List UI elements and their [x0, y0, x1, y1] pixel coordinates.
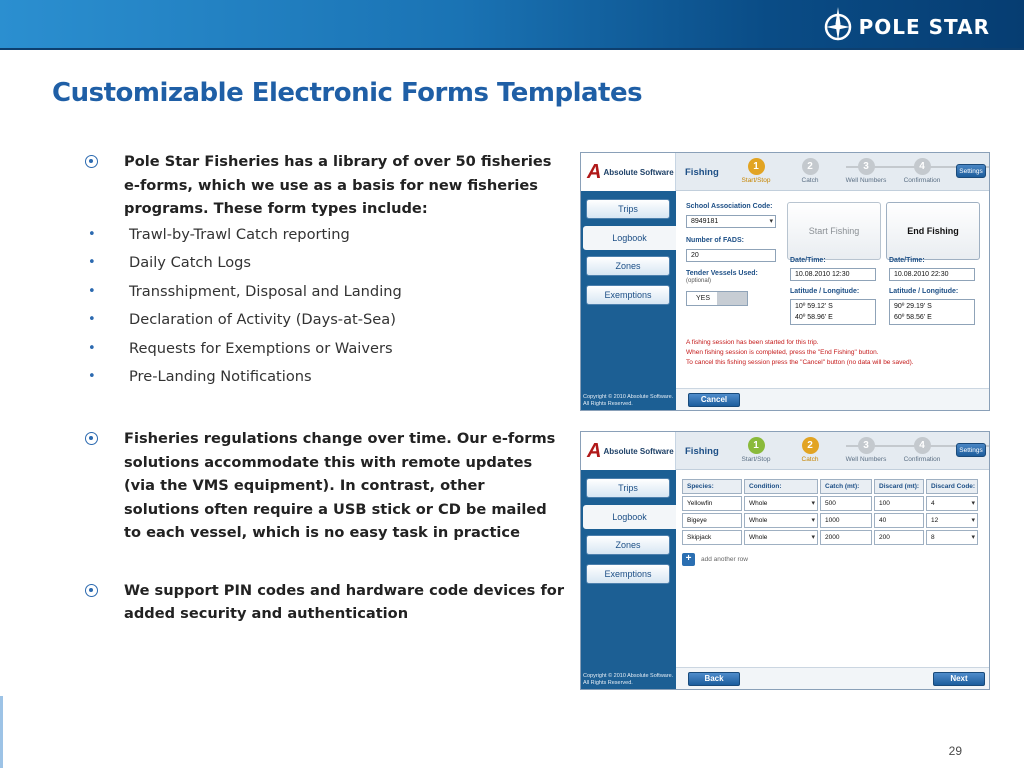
species-cell: Skipjack	[682, 530, 742, 545]
start-latlon-input[interactable]: 10º 59.12' S 40º 58.96' E	[790, 299, 876, 325]
bullet-content	[84, 150, 564, 626]
app-header	[676, 153, 989, 191]
dot-bullet-icon: •	[88, 369, 96, 385]
screenshot-start-stop	[580, 152, 990, 411]
step-start-stop[interactable]: 1 Start/Stop	[726, 158, 786, 184]
bullet-3	[84, 579, 564, 626]
app-footer	[676, 388, 989, 410]
species-cell: Yellowfin	[682, 496, 742, 511]
vendor-name: Absolute Software	[603, 167, 674, 177]
chevron-down-icon: ▾	[769, 218, 773, 225]
end-latlon-label: Latitude / Longitude:	[889, 288, 959, 295]
back-button[interactable]: Back	[688, 672, 740, 686]
bullet-1-text: Pole Star Fisheries has a library of over 50 fisheries e-forms, which we use as a basis for new fisheries programs. These form types include:	[124, 153, 552, 217]
slide-title: Customizable Electronic Forms Templates	[52, 78, 643, 108]
dot-bullet-icon: •	[88, 283, 96, 299]
app-main	[676, 153, 989, 410]
column-header: Species:	[682, 479, 742, 494]
discard-input[interactable]: 40	[874, 513, 924, 528]
cancel-button[interactable]: Cancel	[688, 393, 740, 407]
step-confirmation[interactable]: 4 Confirmation	[892, 158, 952, 184]
dot-bullet-icon: •	[88, 340, 96, 356]
circle-bullet-icon	[85, 584, 98, 597]
chevron-down-icon: ▾	[811, 534, 815, 541]
header-bar	[0, 0, 1024, 50]
chevron-down-icon: ▾	[811, 517, 815, 524]
column-header: Catch (mt):	[820, 479, 872, 494]
chevron-down-icon: ▾	[811, 500, 815, 507]
add-row-label: add another row	[701, 556, 748, 563]
bullet-1	[84, 150, 564, 221]
fads-input[interactable]: 20	[686, 249, 776, 262]
start-date-input[interactable]: 10.08.2010 12:30	[790, 268, 876, 281]
table-row	[682, 496, 984, 513]
discard-code-select[interactable]: 8 ▾	[926, 530, 978, 545]
copyright: Copyright © 2010 Absolute Software. All Rights Reserved.	[583, 673, 674, 686]
end-date-input[interactable]: 10.08.2010 22:30	[889, 268, 975, 281]
list-item	[84, 306, 564, 335]
decorative-line	[0, 696, 3, 768]
step-well-numbers[interactable]: 3 Well Numbers	[836, 158, 896, 184]
catch-input[interactable]: 500	[820, 496, 872, 511]
end-date-label: Date/Time:	[889, 257, 925, 264]
tender-label: Tender Vessels Used: (optional)	[686, 270, 758, 284]
next-button[interactable]: Next	[933, 672, 985, 686]
table-header-row	[682, 479, 984, 496]
nav-logbook[interactable]: Logbook	[583, 505, 676, 529]
list-item	[84, 249, 564, 278]
list-item	[84, 278, 564, 307]
step-catch[interactable]: 2 Catch	[780, 158, 840, 184]
app-footer	[676, 667, 989, 689]
list-item	[84, 363, 564, 392]
column-header: Discard Code:	[926, 479, 978, 494]
compass-star-icon	[823, 5, 855, 43]
chevron-down-icon: ▾	[971, 517, 975, 524]
nav-logbook[interactable]: Logbook	[583, 226, 676, 250]
status-message: A fishing session has been started for this trip. When fishing session is completed, press the "End Fishing" button. To cancel this fishing session press the "Cancel" button (no data will be saved).	[686, 339, 914, 366]
list-item-text: Requests for Exemptions or Waivers	[129, 339, 393, 357]
list-item	[84, 221, 564, 250]
end-latlon-input[interactable]: 90º 29.19' S 60º 58.56' E	[889, 299, 975, 325]
nav-exemptions[interactable]: Exemptions	[586, 285, 670, 305]
app-main	[676, 432, 989, 689]
bullet-2	[84, 427, 564, 545]
nav-trips[interactable]: Trips	[586, 199, 670, 219]
bullet-2-text: Fisheries regulations change over time. Our e-forms solutions accommodate this with remote updates (via the VMS equipment). In contrast, other solutions often require a USB stick or CD be mailed to each vessel, which is no easy task in practice	[124, 430, 556, 542]
list-item-text: Transshipment, Disposal and Landing	[129, 282, 402, 300]
tender-toggle[interactable]: YES	[686, 291, 748, 306]
section-title: Fishing	[685, 167, 719, 178]
vendor-logo-icon: A	[587, 160, 602, 183]
nav-exemptions[interactable]: Exemptions	[586, 564, 670, 584]
nav-zones[interactable]: Zones	[586, 535, 670, 555]
dot-bullet-icon: •	[88, 255, 96, 271]
page-number: 29	[948, 744, 962, 758]
copyright: Copyright © 2010 Absolute Software. All Rights Reserved.	[583, 394, 674, 407]
vendor-logo-icon: A	[587, 439, 602, 462]
list-item-text: Pre-Landing Notifications	[129, 368, 312, 386]
table-row	[682, 513, 984, 530]
add-row-control[interactable]	[682, 553, 748, 566]
end-fishing-button[interactable]: End Fishing	[886, 202, 980, 260]
start-latlon-label: Latitude / Longitude:	[790, 288, 860, 295]
chevron-down-icon: ▾	[971, 534, 975, 541]
list-item	[84, 335, 564, 364]
condition-select[interactable]: Whole ▾	[744, 530, 818, 545]
column-header: Discard (mt):	[874, 479, 924, 494]
species-cell: Bigeye	[682, 513, 742, 528]
nav-trips[interactable]: Trips	[586, 478, 670, 498]
settings-button[interactable]: Settings	[956, 443, 986, 457]
nav-zones[interactable]: Zones	[586, 256, 670, 276]
discard-input[interactable]: 200	[874, 530, 924, 545]
start-fishing-button[interactable]: Start Fishing	[787, 202, 881, 260]
dot-bullet-icon: •	[88, 226, 96, 242]
catch-input[interactable]: 1000	[820, 513, 872, 528]
step-well-numbers[interactable]: 3 Well Numbers	[836, 437, 896, 463]
start-date-label: Date/Time:	[790, 257, 826, 264]
step-start-stop[interactable]: 1 Start/Stop	[726, 437, 786, 463]
brand-name: POLE STAR	[858, 15, 990, 39]
dot-bullet-icon: •	[88, 312, 96, 328]
list-item-text: Declaration of Activity (Days-at-Sea)	[129, 311, 396, 329]
form-types-list	[84, 221, 564, 393]
discard-code-select[interactable]: 4 ▾	[926, 496, 978, 511]
vendor-logo	[581, 153, 676, 191]
circle-bullet-icon	[85, 155, 98, 168]
school-code-select[interactable]: 8949181 ▾	[686, 215, 776, 228]
catch-table	[682, 479, 984, 547]
chevron-down-icon: ▾	[971, 500, 975, 507]
settings-button[interactable]: Settings	[956, 164, 986, 178]
column-header: Condition:	[744, 479, 818, 494]
condition-select[interactable]: Whole ▾	[744, 513, 818, 528]
list-item-text: Trawl-by-Trawl Catch reporting	[129, 225, 350, 243]
step-confirmation[interactable]: 4 Confirmation	[892, 437, 952, 463]
school-code-label: School Association Code:	[686, 203, 773, 210]
step-catch[interactable]: 2 Catch	[780, 437, 840, 463]
vendor-name: Absolute Software	[603, 446, 674, 456]
circle-bullet-icon	[85, 432, 98, 445]
bullet-3-text: We support PIN codes and hardware code devices for added security and authentication	[124, 581, 565, 623]
discard-code-select[interactable]: 12 ▾	[926, 513, 978, 528]
pole-star-logo	[823, 5, 990, 43]
vendor-logo	[581, 432, 676, 470]
fads-label: Number of FADS:	[686, 237, 744, 244]
discard-input[interactable]: 100	[874, 496, 924, 511]
section-title: Fishing	[685, 446, 719, 457]
condition-select[interactable]: Whole ▾	[744, 496, 818, 511]
plus-icon[interactable]: +	[682, 553, 695, 566]
catch-input[interactable]: 2000	[820, 530, 872, 545]
list-item-text: Daily Catch Logs	[129, 254, 252, 272]
app-sidebar	[581, 153, 676, 410]
table-row	[682, 530, 984, 547]
app-sidebar	[581, 432, 676, 689]
app-header	[676, 432, 989, 470]
screenshot-catch	[580, 431, 990, 690]
